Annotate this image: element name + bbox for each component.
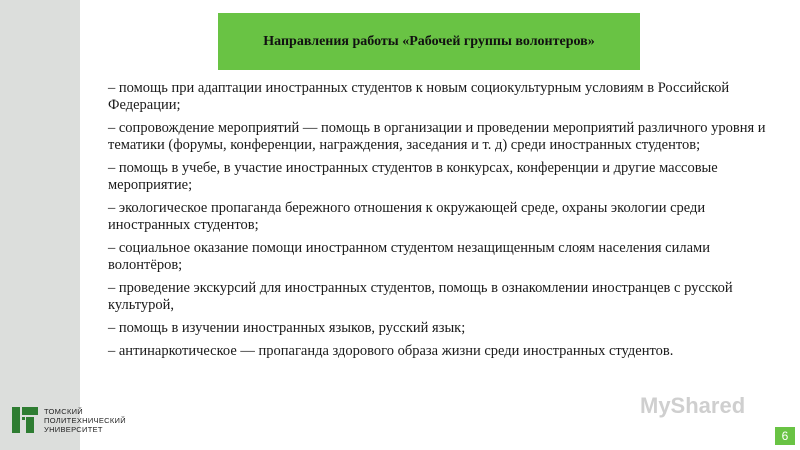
tpu-logo-icon xyxy=(12,407,38,433)
list-item: – антинаркотическое — пропаганда здорового образа жизни среди иностранных студентов. xyxy=(108,343,674,359)
list-item: – экологическое пропаганда бережного отношения к окружающей среде, охраны экологии среди иностранных студентов; xyxy=(108,200,706,233)
slide-title: Направления работы «Рабочей группы волонтеров» xyxy=(263,33,595,49)
bullet-list xyxy=(108,80,778,366)
list-item: – проведение экскурсий для иностранных студентов, помощь в ознакомлении иностранцев с русской культурой, xyxy=(108,280,733,313)
title-banner xyxy=(218,13,640,70)
university-logo xyxy=(12,407,126,434)
logo-line: ПОЛИТЕХНИЧЕСКИЙ xyxy=(44,416,126,425)
page-number: 6 xyxy=(775,427,795,445)
watermark-text: MyShared xyxy=(640,393,746,418)
list-item: – помощь в изучении иностранных языков, русский язык; xyxy=(108,320,466,336)
list-item: – помощь при адаптации иностранных студентов к новым социокультурным условиям в Российской Федерации; xyxy=(108,80,730,113)
left-sidebar xyxy=(0,0,80,450)
logo-line: УНИВЕРСИТЕТ xyxy=(44,425,103,434)
list-item: – социальное оказание помощи иностранном студентом незащищенным слоям населения силами волонтёров; xyxy=(108,240,710,273)
logo-line: ТОМСКИЙ xyxy=(44,407,83,416)
list-item: – сопровождение мероприятий — помощь в организации и проведении мероприятий различного уровня и тематики (форумы, конференции, награждения, заседания и т. д) среди иностранных студентов; xyxy=(108,120,766,153)
list-item: – помощь в учебе, в участие иностранных студентов в конкурсах, конференции и другие массовые мероприятие; xyxy=(108,160,718,193)
logo-text xyxy=(44,407,126,434)
